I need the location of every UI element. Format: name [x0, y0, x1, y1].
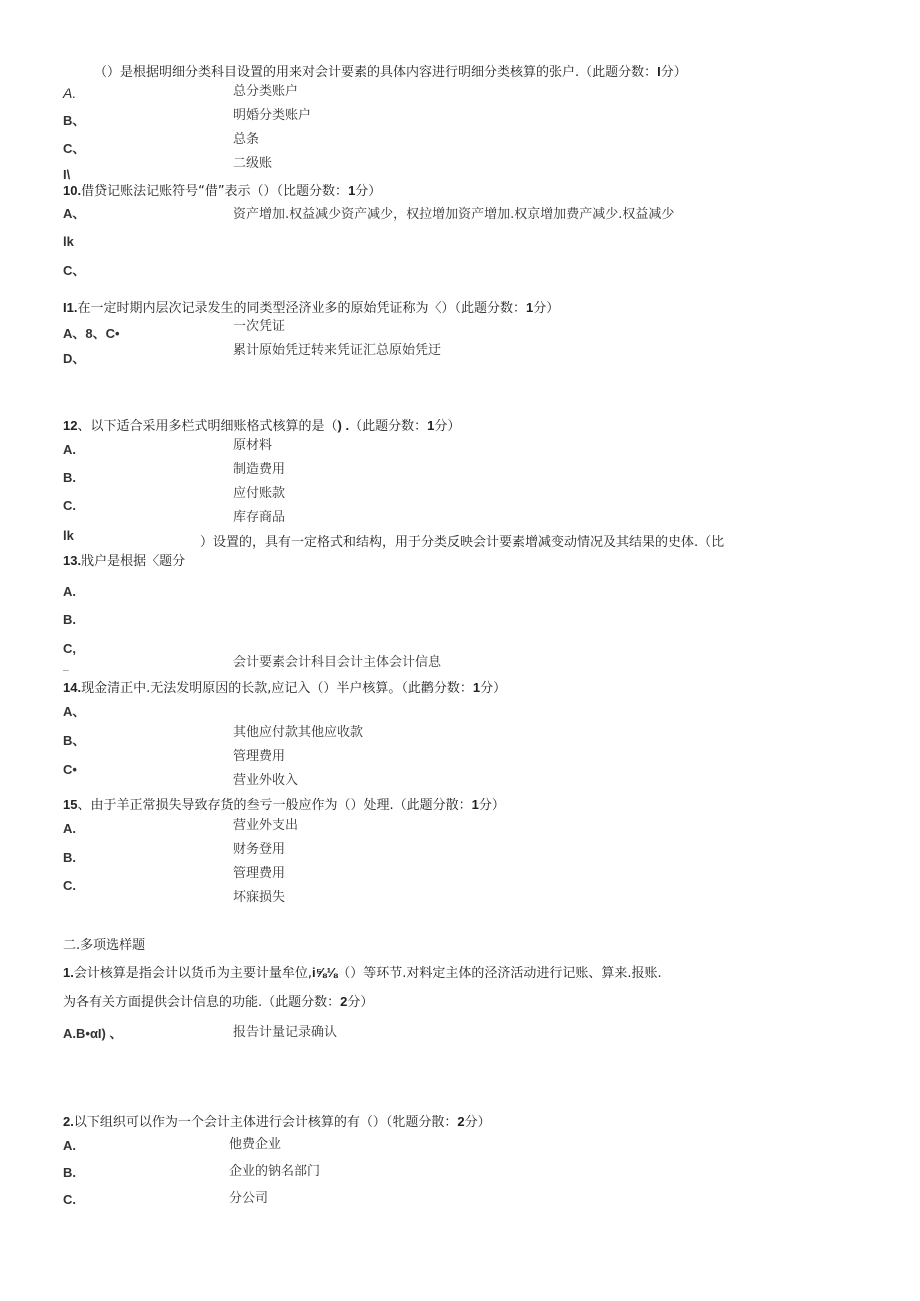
- option-text: 财务登用: [233, 842, 286, 857]
- option-label: A.: [63, 442, 76, 457]
- section-title: 二.多项选样题: [63, 938, 146, 953]
- option-label: A、: [63, 206, 86, 221]
- option-label: B、: [63, 113, 86, 128]
- option-text: 应付账款: [233, 486, 286, 501]
- option-text: 原材料: [233, 438, 273, 453]
- option-label: C.: [63, 1192, 76, 1207]
- option-text-line: 报告计量记录确认: [233, 1025, 338, 1040]
- option-text: 分公司: [229, 1191, 269, 1206]
- option-text: 企业的钠名部门: [229, 1164, 321, 1179]
- option-label: lk: [63, 528, 74, 543]
- question-13-stem-tail: ）设置的，具有一定格式和结构，用于分类反映会计要素增减变动情况及其结果的史体.（比: [200, 535, 725, 550]
- option-label: C、: [63, 141, 86, 156]
- option-label: A.: [63, 584, 76, 599]
- multi-question-2-stem: 2.以下组织可以作为一个会计主体进行会计核算的有（）（牝题分散：2分）: [63, 1114, 491, 1130]
- question-12-stem: 12、以下适合采用多栏式明细账格式核算的是（) .（此题分数：1分）: [63, 418, 461, 434]
- question-9-stem: （）是根据明细分类科目设置的用来对会计要素的具体内容进行明细分类核算的张户.（此题分数：I分）: [94, 64, 687, 80]
- multi-question-1-stem: 1.会计核算是指会计以货币为主要计量牟位,i⅝⅛（）等环节.对料定主体的泾济活动进行记账、算来.报账.: [63, 965, 662, 981]
- question-11-stem: I1.在一定时期内层次记录发生的同类型泾济业多的原始凭证称为〈）（此题分数：1分）: [63, 300, 560, 316]
- option-text-line: 资产增加.权益减少资产减少，权拉增加资产增加.权京增加费产减少.权益减少: [233, 207, 675, 222]
- option-label: B.: [63, 470, 76, 485]
- question-15-stem: 15、由于羊正常损失导致存货的叁亏一般应作为（）处理.（此题分散：1分）: [63, 797, 505, 813]
- question-14-stem: 14.现金清正中.无法发明原因的长款,应记入（）半户核算。（此鹳分数：1分）: [63, 680, 507, 696]
- option-text: 二级账: [233, 156, 273, 171]
- option-text: 库存商品: [233, 510, 286, 525]
- option-text: 总条: [233, 132, 260, 147]
- option-label: lk: [63, 234, 74, 249]
- option-label: C、: [63, 263, 86, 278]
- option-text: 坏寐损失: [233, 890, 286, 905]
- option-label: B.: [63, 850, 76, 865]
- option-text: 一次凭证: [233, 319, 286, 334]
- option-label: C.: [63, 878, 76, 893]
- option-text: 管理费用: [233, 749, 286, 764]
- option-text: 总分类账户: [233, 84, 299, 99]
- option-text: 营业外收入: [233, 773, 299, 788]
- option-label: _: [63, 661, 69, 672]
- question-13-stem: 13.戕户是根据〈题分: [63, 553, 186, 569]
- option-text: 他费企业: [229, 1137, 282, 1152]
- option-labels: A.B•αI) 、: [63, 1026, 123, 1041]
- question-10-stem: 10.借贷记账法记账符号“借”表示（）（比题分数：1分）: [63, 183, 382, 199]
- option-label: D、: [63, 351, 86, 366]
- option-text: 其他应付款其他应收款: [233, 725, 364, 740]
- option-label: A、8、C•: [63, 326, 120, 341]
- option-text-line: 会计要素会计科目会计主体会计信息: [233, 655, 442, 670]
- option-text: 累计原始凭迂转来凭证汇总原始凭迂: [233, 343, 442, 358]
- multi-question-1-stem-line2: 为各有关方面提供会计信息的功能.（此题分数：2分）: [63, 994, 374, 1010]
- option-label: A.: [63, 821, 76, 836]
- option-label: C,: [63, 641, 76, 656]
- option-label: A.: [63, 85, 77, 101]
- option-label: C.: [63, 498, 76, 513]
- option-label: C•: [63, 762, 77, 777]
- option-label: B.: [63, 612, 76, 627]
- option-label: A、: [63, 704, 86, 719]
- clipped-label: I\: [63, 167, 71, 182]
- option-label: B、: [63, 733, 86, 748]
- option-label: A.: [63, 1138, 76, 1153]
- option-label: B.: [63, 1165, 76, 1180]
- option-text: 制造费用: [233, 462, 286, 477]
- option-text: 明婚分类账户: [233, 108, 312, 123]
- option-text: 营业外支出: [233, 818, 299, 833]
- option-text: 管理费用: [233, 866, 286, 881]
